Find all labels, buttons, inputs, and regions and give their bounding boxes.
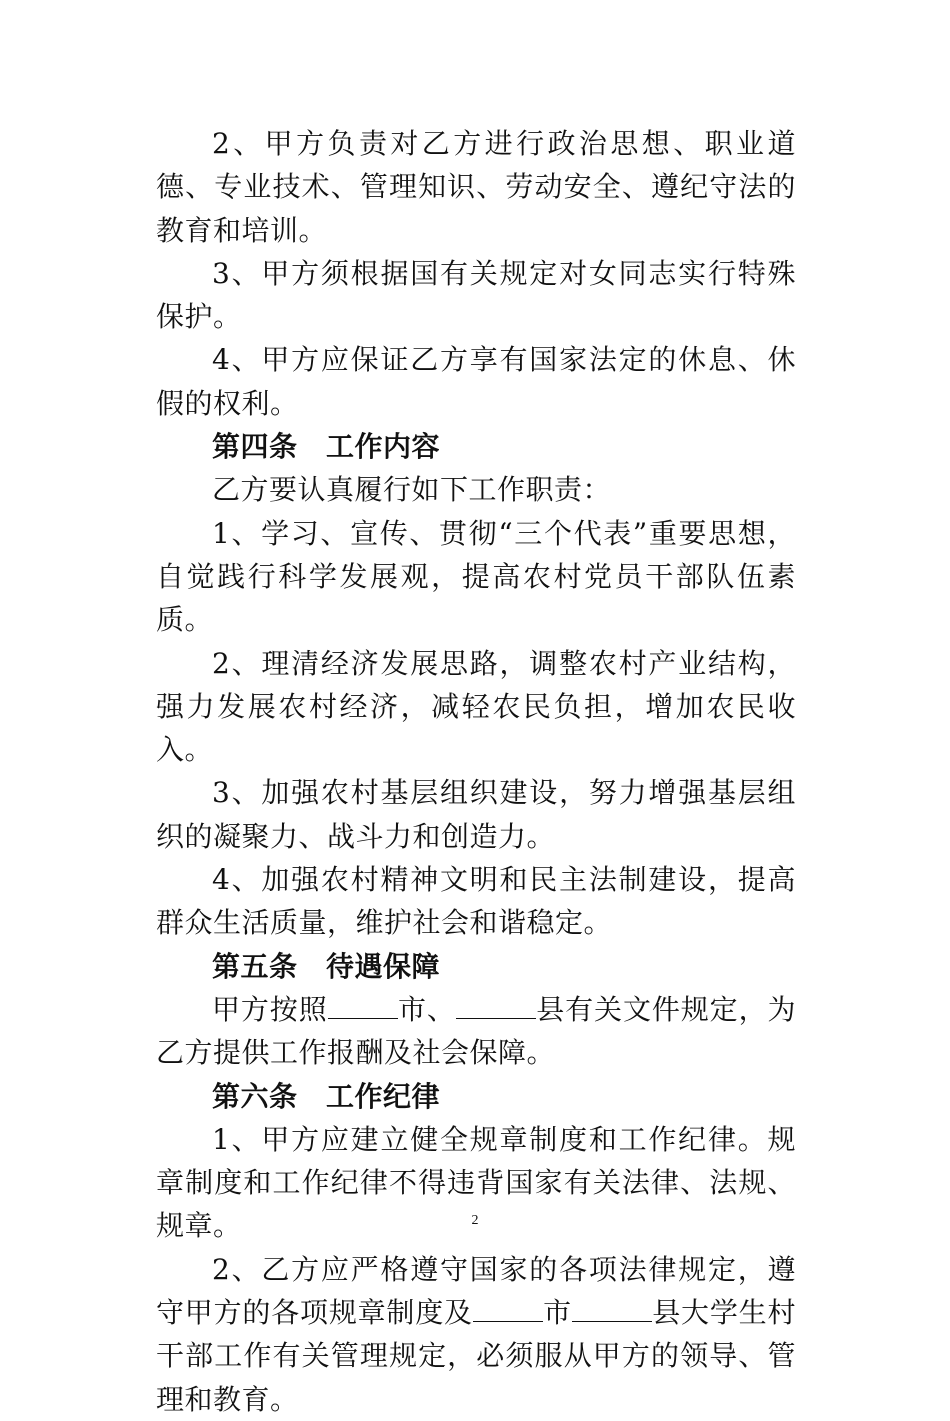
compensation-text-1: 甲方按照 [212, 992, 328, 1026]
article-5-heading: 第五条 待遇保障 [212, 949, 441, 983]
paragraph-duty-1: 1、学习、宣传、贯彻“三个代表”重要思想，自觉践行科学发展观，提高农村党员干部队伍素质。 [156, 516, 796, 637]
county-blank-line-2 [572, 1299, 652, 1322]
city-blank-line [328, 996, 398, 1019]
paragraph-rules-1: 1、甲方应建立健全规章制度和工作纪律。规章制度和工作纪律不得违背国家有关法律、法规、规章。 [156, 1122, 796, 1243]
paragraph-compensation [156, 988, 796, 1075]
paragraph-duty-2: 2、理清经济发展思路，调整农村产业结构，强力发展农村经济，减轻农民负担，增加农民收入。 [156, 646, 796, 767]
compensation-text-2: 市、 [397, 992, 456, 1026]
rules-text-3: 县大学生村干部工作有关管理规定，必须服从甲方的领导、管理和教育。 [156, 1296, 796, 1416]
paragraph-rest-rights: 4、甲方应保证乙方享有国家法定的休息、休假的权利。 [156, 343, 796, 420]
rules-text-2: 市 [542, 1296, 572, 1330]
page-number: 2 [471, 1213, 479, 1228]
paragraph-rules-2 [156, 1248, 796, 1421]
paragraph-duty-3: 3、加强农村基层组织建设，努力增强基层组织的凝聚力、战斗力和创造力。 [156, 776, 796, 853]
article-6-heading: 第六条 工作纪律 [212, 1079, 441, 1113]
rules-text-1: 2、乙方应严格遵守国家的各项法律规定，遵守甲方的各项规章制度及 [156, 1252, 796, 1330]
article-4-heading: 第四条 工作内容 [212, 430, 441, 464]
city-blank-line-2 [473, 1299, 543, 1322]
paragraph-duty-4: 4、加强农村精神文明和民主法制建设，提高群众生活质量，维护社会和谐稳定。 [156, 863, 796, 940]
paragraph-duties-intro: 乙方要认真履行如下工作职责： [212, 473, 612, 507]
paragraph-female-protection: 3、甲方须根据国有关规定对女同志实行特殊保护。 [156, 256, 796, 334]
compensation-text-3: 县有关文件规定，为乙方提供工作报酬及社会保障。 [156, 992, 796, 1070]
paragraph-employer-training: 2、甲方负责对乙方进行政治思想、职业道德、专业技术、管理知识、劳动安全、遵纪守法的教育和培训。 [156, 127, 796, 247]
county-blank-line [456, 996, 536, 1019]
